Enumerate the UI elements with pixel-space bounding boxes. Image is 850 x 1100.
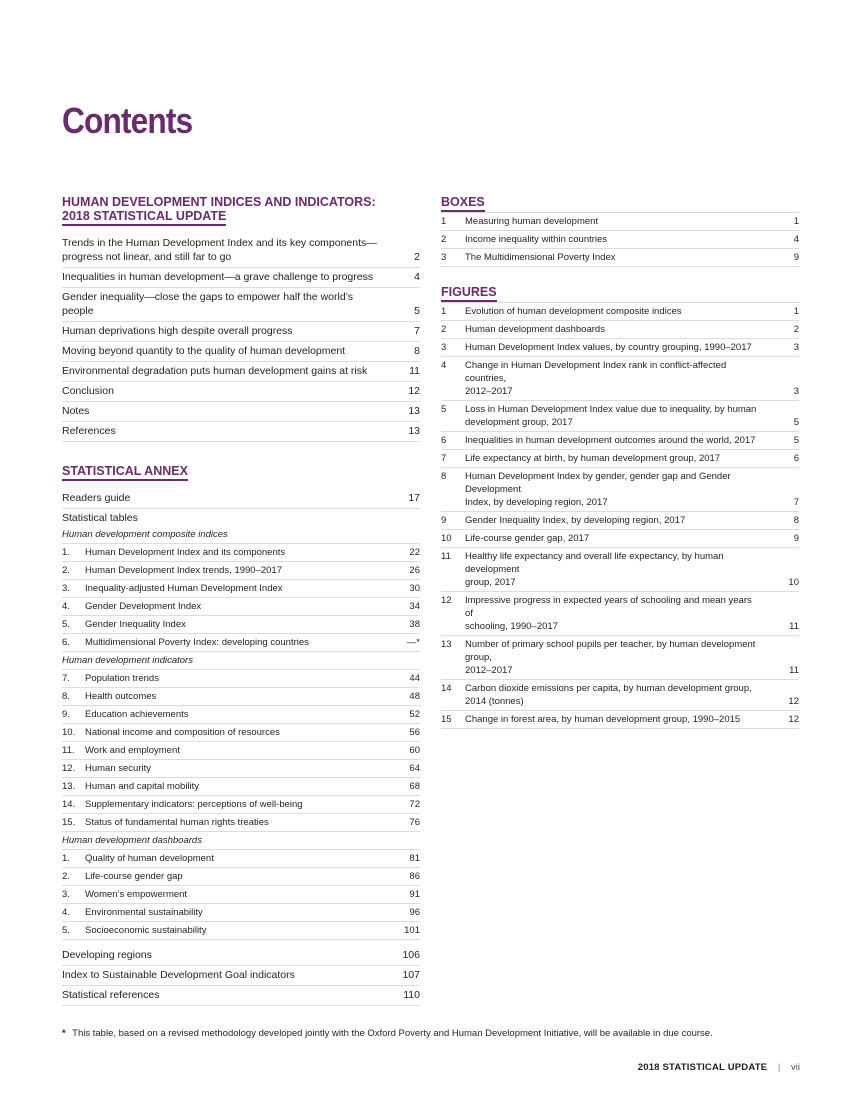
entry-label-line1: Income inequality within countries: [465, 234, 608, 245]
entry-label-line1: Number of primary school pupils per teacher, by human development group,: [465, 639, 756, 663]
composite-subheading: Human development composite indices: [62, 526, 420, 544]
entry-page: 5: [414, 305, 420, 317]
entry-label: [62, 290, 380, 318]
entry-label: [62, 236, 380, 264]
entry-label-line1: Human Development Index values, by country grouping, 1990–2017: [465, 342, 752, 353]
entry-number: 6.: [62, 637, 70, 648]
entry-page: 11: [409, 365, 420, 377]
entry-number: 13.: [62, 781, 76, 792]
entry-page: 12: [788, 696, 799, 707]
table-entry[interactable]: [62, 580, 420, 598]
toc-entry[interactable]: [62, 268, 420, 288]
table-entry[interactable]: [62, 886, 420, 904]
boxes-section-heading: [441, 195, 799, 213]
entry-page: 96: [409, 907, 420, 918]
entry-number: 12.: [62, 763, 76, 774]
entry-number: 5.: [62, 619, 70, 630]
entry-page: 3: [793, 342, 799, 353]
figure-entry[interactable]: [441, 548, 799, 592]
table-entry[interactable]: [62, 904, 420, 922]
table-entry[interactable]: [62, 544, 420, 562]
entry-number: 3.: [62, 889, 70, 900]
page-number: vii: [791, 1062, 800, 1073]
readers-guide-entry[interactable]: [62, 489, 420, 509]
figure-entry[interactable]: [441, 339, 799, 357]
entry-label: Statistical references: [62, 989, 160, 1001]
entry-label-line2: 2012–2017: [465, 665, 513, 676]
entry-label: Population trends: [85, 673, 159, 684]
entry-page: 22: [409, 547, 420, 558]
entry-label: [465, 323, 759, 336]
entry-page: 6: [793, 453, 799, 464]
entry-page: 106: [402, 949, 420, 961]
entry-page: —*: [406, 637, 420, 648]
entry-label-line1: Trends in the Human Development Index and its key components—: [62, 237, 377, 249]
entry-page: 1: [793, 216, 799, 227]
entry-number: 1: [441, 216, 447, 227]
annex-section-heading: [62, 464, 420, 481]
entry-label-line2: group, 2017: [465, 577, 516, 588]
indicators-subheading: Human development indicators: [62, 652, 420, 670]
entry-number: 8: [441, 471, 447, 482]
entry-page: 56: [409, 727, 420, 738]
entry-number: 2.: [62, 565, 70, 576]
boxes-heading: BOXES: [441, 195, 485, 212]
figure-entry[interactable]: [441, 303, 799, 321]
figures-heading: FIGURES: [441, 285, 497, 302]
entry-label-line1: Human deprivations high despite overall progress: [62, 325, 293, 337]
table-entry[interactable]: [62, 796, 420, 814]
figure-entry[interactable]: [441, 432, 799, 450]
figures-section-heading: [441, 285, 799, 303]
entry-number: 13: [441, 639, 452, 650]
figure-entry[interactable]: [441, 592, 799, 636]
entry-number: 7: [441, 453, 447, 464]
entry-page: 30: [409, 583, 420, 594]
entry-label: Environmental sustainability: [85, 907, 203, 918]
entry-label: [465, 215, 759, 228]
entry-label-line1: Human Development Index by gender, gender gap and Gender Development: [465, 471, 731, 495]
table-entry[interactable]: [62, 922, 420, 940]
entry-page: 81: [409, 853, 420, 864]
table-entry[interactable]: [62, 742, 420, 760]
entry-number: 2: [441, 324, 447, 335]
table-entry[interactable]: [62, 706, 420, 724]
figure-entry[interactable]: [441, 636, 799, 680]
footnote-marker: *: [62, 1028, 66, 1039]
entry-number: 3: [441, 342, 447, 353]
toc-entry[interactable]: [62, 362, 420, 382]
entry-label-line1: Human development dashboards: [465, 324, 605, 335]
entry-number: 3.: [62, 583, 70, 594]
entry-label-line1: Gender Inequality Index, by developing region, 2017: [465, 515, 686, 526]
entry-number: 14: [441, 683, 452, 694]
toc-entry[interactable]: [62, 422, 420, 442]
footer-separator: |: [777, 1062, 781, 1073]
entry-page: 5: [793, 435, 799, 446]
entry-page: 3: [793, 386, 799, 397]
entry-label: Human Development Index and its components: [85, 547, 286, 558]
boxes-list: [441, 213, 799, 267]
entry-label-line2: progress not linear, and still far to go: [62, 251, 232, 263]
footnote-text: This table, based on a revised methodology developed jointly with the Oxford Poverty and Human Development Initiative, will be available in due course.: [72, 1028, 713, 1039]
figures-list: [441, 303, 799, 729]
entry-page: 26: [409, 565, 420, 576]
entry-label-line1: Change in forest area, by human development group, 1990–2015: [465, 714, 741, 725]
entry-label: [465, 434, 759, 447]
entry-number: 1.: [62, 547, 70, 558]
entry-page: 68: [409, 781, 420, 792]
entry-label: Multidimensional Poverty Index: developing countries: [85, 637, 309, 648]
box-entry[interactable]: [441, 231, 799, 249]
indicators-list: [62, 670, 420, 832]
table-entry[interactable]: [62, 760, 420, 778]
entry-label-line1: Inequalities in human development—a grave challenge to progress: [62, 271, 374, 283]
toc-entry[interactable]: [62, 966, 420, 986]
entry-page: 11: [789, 621, 799, 632]
footer-label: 2018 STATISTICAL UPDATE: [637, 1062, 768, 1073]
entry-label: Index to Sustainable Development Goal indicators: [62, 969, 295, 981]
annex-heading: STATISTICAL ANNEX: [62, 464, 188, 481]
entry-page: 60: [409, 745, 420, 756]
entry-page: 38: [409, 619, 420, 630]
toc-entry[interactable]: [62, 342, 420, 362]
table-entry[interactable]: [62, 724, 420, 742]
entry-number: 12: [441, 595, 452, 606]
entry-number: 1.: [62, 853, 70, 864]
entry-label-line1: Measuring human development: [465, 216, 599, 227]
entry-number: 8.: [62, 691, 70, 702]
entry-page: 12: [408, 385, 420, 397]
entry-label-line1: Conclusion: [62, 385, 114, 397]
entry-label: [465, 594, 759, 633]
dashboards-list: [62, 850, 420, 940]
entry-label-line1: Carbon dioxide emissions per capita, by human development group,: [465, 683, 752, 694]
entry-label-line1: References: [62, 425, 116, 437]
toc-entry[interactable]: [62, 986, 420, 1006]
hdi-heading-line2: 2018 STATISTICAL UPDATE: [62, 209, 226, 226]
figure-entry[interactable]: [441, 512, 799, 530]
entry-page: 13: [408, 405, 420, 417]
entry-page: 107: [402, 969, 420, 981]
entry-page: 12: [788, 714, 799, 725]
entry-label-line1: Life-course gender gap, 2017: [465, 533, 590, 544]
entry-page: 110: [403, 989, 420, 1001]
entry-number: 10: [441, 533, 452, 544]
entry-page: 13: [408, 425, 420, 437]
table-entry[interactable]: [62, 562, 420, 580]
entry-number: 2: [441, 234, 447, 245]
table-entry[interactable]: [62, 688, 420, 706]
entry-label: Health outcomes: [85, 691, 157, 702]
entry-label: Readers guide: [62, 492, 131, 504]
entry-label: [62, 364, 380, 378]
entry-label: Life-course gender gap: [85, 871, 183, 882]
entry-label-line1: The Multidimensional Poverty Index: [465, 252, 616, 263]
entry-number: 11: [441, 551, 451, 562]
entry-number: 14.: [62, 799, 76, 810]
entry-label: [62, 270, 380, 284]
statistical-tables-text: Statistical tables: [62, 512, 138, 524]
entry-page: 72: [409, 799, 420, 810]
figure-entry[interactable]: [441, 468, 799, 512]
entry-page: 64: [409, 763, 420, 774]
entry-label: [62, 424, 380, 438]
entry-page: 1: [793, 306, 799, 317]
entry-label: [465, 532, 759, 545]
entry-number: 9: [441, 515, 447, 526]
entry-label: Gender Development Index: [85, 601, 202, 612]
entry-label: [465, 305, 759, 318]
entry-label: [62, 404, 380, 418]
entry-label: [465, 233, 759, 246]
entry-page: 52: [409, 709, 420, 720]
page-footer: [638, 1062, 800, 1073]
figure-entry[interactable]: [441, 711, 799, 729]
entry-number: 15: [441, 714, 452, 725]
entry-page: 48: [409, 691, 420, 702]
entry-label-line1: Evolution of human development composite indices: [465, 306, 682, 317]
entry-label-line1: Impressive progress in expected years of schooling and mean years of: [465, 595, 752, 619]
entry-label: [62, 344, 380, 358]
entry-label: [62, 384, 380, 398]
entry-page: 7: [793, 497, 799, 508]
entry-label: Human security: [85, 763, 151, 774]
entry-label: [465, 713, 759, 726]
entry-label-line2: Index, by developing region, 2017: [465, 497, 608, 508]
entry-label: Inequality-adjusted Human Development Index: [85, 583, 283, 594]
footnote: [62, 1028, 802, 1039]
entry-label-line1: Life expectancy at birth, by human development group, 2017: [465, 453, 721, 464]
entry-page: 44: [409, 673, 420, 684]
entry-label: [465, 341, 759, 354]
right-column: [441, 195, 799, 729]
toc-entry[interactable]: [62, 382, 420, 402]
entry-number: 1: [441, 306, 447, 317]
entry-page: 5: [793, 417, 799, 428]
entry-label-line1: Healthy life expectancy and overall life expectancy, by human development: [465, 551, 724, 575]
entry-label: [62, 324, 380, 338]
entry-label-line1: Notes: [62, 405, 90, 417]
entry-label-line2: development group, 2017: [465, 417, 573, 428]
entry-label-line1: Gender inequality—close the gaps to empower half the world’s people: [62, 291, 354, 317]
entry-page: 7: [414, 325, 420, 337]
entry-page: 11: [789, 665, 799, 676]
left-column: [62, 195, 420, 1006]
entry-label: Socioeconomic sustainability: [85, 925, 207, 936]
figure-entry[interactable]: [441, 680, 799, 711]
entry-page: 9: [793, 252, 799, 263]
entry-page: 86: [409, 871, 420, 882]
box-entry[interactable]: [441, 213, 799, 231]
entry-number: 2.: [62, 871, 70, 882]
figure-entry[interactable]: [441, 357, 799, 401]
entry-label: Status of fundamental human rights treaties: [85, 817, 269, 828]
entry-number: 15.: [62, 817, 76, 828]
composite-list: [62, 544, 420, 652]
entry-label-line1: Inequalities in human development outcomes around the world, 2017: [465, 435, 756, 446]
entry-page: 17: [408, 492, 420, 504]
entry-label: National income and composition of resources: [85, 727, 280, 738]
entry-page: 2: [414, 251, 420, 263]
entry-number: 5.: [62, 925, 70, 936]
entry-label: Women’s empowerment: [85, 889, 188, 900]
toc-entry[interactable]: [62, 946, 420, 966]
table-entry[interactable]: [62, 634, 420, 652]
figure-entry[interactable]: [441, 530, 799, 548]
figure-entry[interactable]: [441, 401, 799, 432]
entry-number: 10.: [62, 727, 76, 738]
page-title: Contents: [62, 100, 193, 141]
entry-label: Gender Inequality Index: [85, 619, 186, 630]
entry-number: 5: [441, 404, 447, 415]
entry-label-line1: Environmental degradation puts human development gains at risk: [62, 365, 368, 377]
figure-entry[interactable]: [441, 321, 799, 339]
entry-page: 10: [788, 577, 799, 588]
entry-page: 9: [793, 533, 799, 544]
toc-entry[interactable]: [62, 322, 420, 342]
entry-number: 6: [441, 435, 447, 446]
table-entry[interactable]: [62, 778, 420, 796]
toc-entry[interactable]: [62, 234, 420, 268]
tail-list: [62, 946, 420, 1006]
entry-number: 4.: [62, 601, 70, 612]
table-entry[interactable]: [62, 814, 420, 832]
hdi-list: [62, 234, 420, 442]
entry-label: [465, 550, 759, 589]
entry-label-line2: 2014 (tonnes): [465, 696, 524, 707]
entry-page: 101: [404, 925, 420, 936]
hdi-section-heading: [62, 195, 420, 226]
toc-entry[interactable]: [62, 288, 420, 322]
statistical-tables-label: [62, 509, 420, 526]
entry-label: [465, 359, 759, 398]
entry-label: Developing regions: [62, 949, 152, 961]
table-entry[interactable]: [62, 670, 420, 688]
entry-number: 11.: [62, 745, 75, 756]
entry-page: 8: [793, 515, 799, 526]
entry-page: 76: [409, 817, 420, 828]
entry-number: 4: [441, 360, 447, 371]
entry-label-line1: Change in Human Development Index rank in conflict-affected countries,: [465, 360, 727, 384]
entry-label: [465, 514, 759, 527]
entry-label: [465, 403, 759, 429]
toc-entry[interactable]: [62, 402, 420, 422]
dashboards-subheading: Human development dashboards: [62, 832, 420, 850]
entry-label-line2: schooling, 1990–2017: [465, 621, 558, 632]
entry-number: 4.: [62, 907, 70, 918]
entry-page: 34: [409, 601, 420, 612]
entry-page: 2: [793, 324, 799, 335]
entry-label: Quality of human development: [85, 853, 214, 864]
table-entry[interactable]: [62, 868, 420, 886]
table-entry[interactable]: [62, 616, 420, 634]
hdi-heading-line1: HUMAN DEVELOPMENT INDICES AND INDICATORS:: [62, 195, 376, 209]
entry-number: 9.: [62, 709, 70, 720]
entry-page: 8: [414, 345, 420, 357]
entry-label-line2: 2012–2017: [465, 386, 513, 397]
entry-label-line1: Moving beyond quantity to the quality of human development: [62, 345, 346, 357]
entry-label: [465, 682, 759, 708]
entry-label: Work and employment: [85, 745, 180, 756]
entry-label: Supplementary indicators: perceptions of well-being: [85, 799, 303, 810]
entry-label: [465, 638, 759, 677]
entry-label: [465, 251, 759, 264]
figure-entry[interactable]: [441, 450, 799, 468]
entry-number: 7.: [62, 673, 70, 684]
entry-label: [465, 452, 759, 465]
table-entry[interactable]: [62, 850, 420, 868]
table-entry[interactable]: [62, 598, 420, 616]
entry-page: 91: [409, 889, 420, 900]
entry-label: [465, 470, 759, 509]
entry-page: 4: [793, 234, 799, 245]
entry-label: Education achievements: [85, 709, 189, 720]
entry-label: Human and capital mobility: [85, 781, 200, 792]
entry-page: 4: [414, 271, 420, 283]
entry-label-line1: Loss in Human Development Index value due to inequality, by human: [465, 404, 757, 415]
entry-number: 3: [441, 252, 447, 263]
entry-label: Human Development Index trends, 1990–2017: [85, 565, 282, 576]
box-entry[interactable]: [441, 249, 799, 267]
